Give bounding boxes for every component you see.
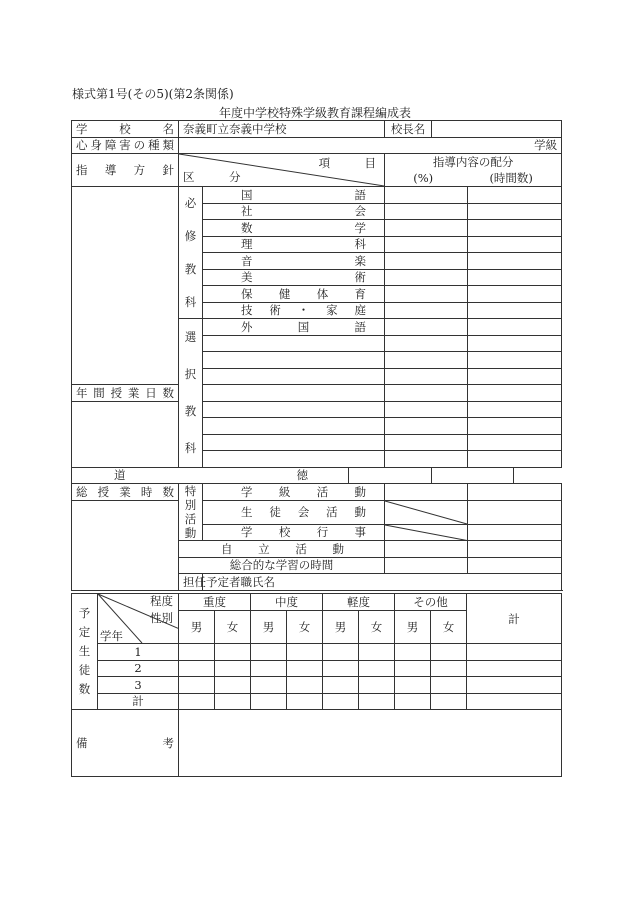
count-cell[interactable] (467, 677, 562, 694)
percent-cell[interactable] (385, 418, 468, 435)
teacher-label: 担任予定者職氏名 (179, 574, 203, 591)
integrated-study: 総合的な学習の時間 (179, 557, 385, 574)
hours-cell[interactable] (468, 451, 562, 468)
count-cell[interactable] (251, 644, 287, 661)
side-char: 定 (78, 625, 91, 639)
subject-music: 音 楽 (203, 253, 385, 270)
side-char: 生 (78, 644, 91, 658)
hours-cell[interactable] (468, 418, 562, 435)
male-label: 男 (395, 610, 431, 644)
elective-subject-cell[interactable] (203, 451, 385, 468)
percent-cell-crossed (385, 500, 468, 524)
count-cell[interactable] (431, 693, 467, 710)
percent-cell[interactable] (385, 236, 468, 253)
form-number: 様式第1号(その5)(第2条関係) (72, 87, 234, 101)
elective-subject-cell[interactable] (203, 434, 385, 451)
hours-cell[interactable] (468, 269, 562, 286)
group-char: 択 (184, 367, 197, 382)
count-cell[interactable] (323, 677, 359, 694)
hours-cell[interactable] (432, 467, 514, 484)
hours-cell[interactable] (468, 220, 562, 237)
item-label: 項 目 (318, 156, 377, 170)
count-cell[interactable] (395, 644, 431, 661)
group-char: 科 (184, 441, 197, 456)
principal-value[interactable] (432, 121, 562, 138)
percent-label: (%) (413, 171, 434, 185)
independent-activities: 自 立 活 動 (179, 541, 385, 558)
subject-math: 数 学 (203, 220, 385, 237)
count-cell[interactable] (287, 677, 323, 694)
hours-cell[interactable] (468, 203, 562, 220)
count-cell[interactable] (359, 644, 395, 661)
count-cell[interactable] (359, 693, 395, 710)
group-char: 別 (184, 498, 197, 512)
students-side-label (72, 594, 98, 710)
total-hours-value[interactable] (72, 500, 179, 590)
count-cell[interactable] (323, 693, 359, 710)
class-activities: 学 級 活 動 (203, 484, 385, 501)
hours-cell[interactable] (468, 484, 562, 501)
hours-cell[interactable] (468, 319, 562, 336)
percent-cell[interactable] (385, 203, 468, 220)
grade-row-label: 2 (98, 660, 179, 677)
hours-cell[interactable] (468, 557, 562, 574)
count-cell[interactable] (467, 693, 562, 710)
degree-moderate: 中度 (251, 594, 323, 611)
subject-art: 美 術 (203, 269, 385, 286)
percent-cell[interactable] (385, 220, 468, 237)
student-council-activities: 生 徒 会 活 動 (203, 500, 385, 524)
policy-label: 指 導 方 針 (72, 154, 179, 187)
count-cell[interactable] (251, 660, 287, 677)
subject-science: 理 科 (203, 236, 385, 253)
group-char: 動 (184, 526, 197, 540)
group-char: 科 (184, 294, 197, 309)
elective-subjects-group (179, 319, 203, 468)
school-name-value[interactable]: 奈義町立奈義中学校 (179, 121, 385, 138)
percent-cell[interactable] (385, 302, 468, 319)
hours-cell[interactable] (468, 253, 562, 270)
female-label: 女 (215, 610, 251, 644)
count-cell[interactable] (179, 677, 215, 694)
hours-cell[interactable] (468, 401, 562, 418)
elective-subject-cell[interactable] (203, 418, 385, 435)
percent-cell[interactable] (385, 434, 468, 451)
count-cell[interactable] (287, 644, 323, 661)
hours-cell[interactable] (468, 335, 562, 352)
grade-row-label: 計 (98, 693, 179, 710)
moral-education-label: 道 徳 (72, 467, 349, 484)
gender-label: 性別 (150, 611, 173, 625)
hours-cell[interactable] (468, 302, 562, 319)
count-cell[interactable] (323, 644, 359, 661)
percent-cell[interactable] (385, 319, 468, 336)
principal-label: 校長名 (385, 121, 432, 138)
male-label: 男 (251, 610, 287, 644)
percent-cell[interactable] (385, 557, 468, 574)
count-cell[interactable] (359, 660, 395, 677)
elective-subject-cell[interactable] (203, 335, 385, 352)
school-name-label: 学 校 名 (72, 121, 179, 138)
count-cell[interactable] (431, 660, 467, 677)
group-char: 教 (184, 261, 197, 276)
degree-severe: 重度 (179, 594, 251, 611)
subject-foreign-language: 外 国 語 (203, 319, 385, 336)
count-cell[interactable] (287, 693, 323, 710)
document-title: 年度中学校特殊学級教育課程編成表 (218, 106, 411, 120)
school-days-label: 年 間 授 業 日 数 (72, 385, 179, 402)
count-cell[interactable] (395, 693, 431, 710)
percent-cell[interactable] (385, 335, 468, 352)
students-header-diagonal (98, 594, 179, 644)
degree-other: その他 (395, 594, 467, 611)
hours-cell[interactable] (468, 385, 562, 402)
count-cell[interactable] (467, 644, 562, 661)
hours-cell[interactable] (468, 368, 562, 385)
subject-pe: 保 健 体 育 (203, 286, 385, 303)
percent-cell[interactable] (385, 484, 468, 501)
degree-label: 程度 (150, 594, 173, 608)
count-cell[interactable] (215, 677, 251, 694)
group-char: 選 (184, 330, 197, 345)
percent-cell[interactable] (385, 541, 468, 558)
students-table (71, 593, 562, 777)
male-label: 男 (323, 610, 359, 644)
count-cell[interactable] (251, 677, 287, 694)
percent-cell[interactable] (349, 467, 432, 484)
count-cell[interactable] (215, 660, 251, 677)
elective-subject-cell[interactable] (203, 368, 385, 385)
hours-cell[interactable] (468, 500, 562, 524)
special-activities-group (179, 484, 203, 541)
percent-cell[interactable] (385, 286, 468, 303)
percent-cell[interactable] (385, 385, 468, 402)
count-cell[interactable] (431, 677, 467, 694)
hours-cell[interactable] (468, 286, 562, 303)
female-label: 女 (431, 610, 467, 644)
count-cell[interactable] (251, 693, 287, 710)
percent-cell-crossed (385, 524, 468, 541)
count-cell[interactable] (359, 677, 395, 694)
subject-tech-home: 技 術 ・ 家 庭 (203, 302, 385, 319)
percent-cell[interactable] (385, 401, 468, 418)
count-cell[interactable] (323, 660, 359, 677)
remarks-value[interactable] (179, 710, 562, 777)
group-char: 修 (184, 229, 197, 244)
percent-cell[interactable] (385, 253, 468, 270)
count-cell[interactable] (215, 644, 251, 661)
allocation-label: 指導内容の配分 (432, 155, 514, 169)
percent-cell[interactable] (385, 451, 468, 468)
elective-subject-cell[interactable] (203, 401, 385, 418)
school-days-value[interactable] (72, 401, 179, 467)
group-char: 活 (184, 512, 197, 526)
percent-cell[interactable] (385, 269, 468, 286)
side-char: 予 (78, 606, 91, 620)
percent-cell[interactable] (385, 368, 468, 385)
side-char: 徒 (78, 663, 91, 677)
category-label: 区 分 (183, 170, 241, 184)
grade-label: 学年 (100, 629, 123, 643)
grade-row-label: 1 (98, 644, 179, 661)
elective-subject-cell[interactable] (203, 352, 385, 369)
hours-cell[interactable] (468, 236, 562, 253)
percent-cell[interactable] (385, 187, 468, 204)
hours-cell[interactable] (468, 434, 562, 451)
disability-class-value[interactable]: 学級 (179, 137, 562, 154)
policy-content[interactable] (72, 187, 179, 385)
count-cell[interactable] (395, 677, 431, 694)
count-cell[interactable] (179, 660, 215, 677)
count-cell[interactable] (179, 693, 215, 710)
female-label: 女 (287, 610, 323, 644)
hours-cell[interactable] (468, 187, 562, 204)
total-hours-label: 総 授 業 時 数 (72, 484, 179, 501)
disability-label: 心身障害の種類 (72, 137, 179, 154)
count-cell[interactable] (179, 644, 215, 661)
item-category-header (179, 154, 385, 187)
hours-label: (時間数) (489, 171, 533, 185)
count-cell[interactable] (431, 644, 467, 661)
degree-mild: 軽度 (323, 594, 395, 611)
subject-japanese: 国 語 (203, 187, 385, 204)
group-char: 特 (184, 484, 197, 498)
count-cell[interactable] (287, 660, 323, 677)
required-subjects-group (179, 187, 203, 319)
hours-cell[interactable] (468, 524, 562, 541)
allocation-header (385, 154, 562, 187)
male-label: 男 (179, 610, 215, 644)
side-char: 数 (78, 682, 91, 696)
count-cell[interactable] (395, 660, 431, 677)
remarks-label: 備 考 (72, 710, 179, 777)
school-events: 学 校 行 事 (203, 524, 385, 541)
group-char: 教 (184, 404, 197, 419)
hours-cell[interactable] (468, 541, 562, 558)
hours-cell[interactable] (468, 352, 562, 369)
curriculum-table (71, 120, 562, 591)
count-cell[interactable] (215, 693, 251, 710)
female-label: 女 (359, 610, 395, 644)
grade-row-label: 3 (98, 677, 179, 694)
total-header: 計 (467, 594, 562, 644)
subject-social: 社 会 (203, 203, 385, 220)
group-char: 必 (184, 196, 197, 211)
count-cell[interactable] (467, 660, 562, 677)
percent-cell[interactable] (385, 352, 468, 369)
elective-subject-cell[interactable] (203, 385, 385, 402)
